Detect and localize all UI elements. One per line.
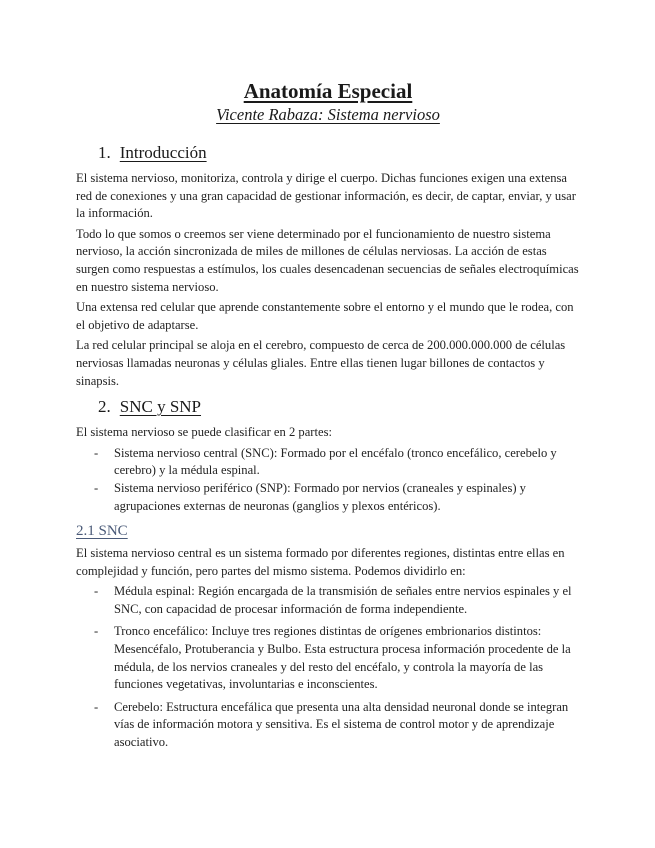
section-number: 1. xyxy=(98,143,111,162)
paragraph: La red celular principal se aloja en el cerebro, compuesto de cerca de 200.000.000.000 de células nerviosas llamadas neuronas y células gliales. Entre ellas tienen lugar billones de contactos y sinapsis. xyxy=(76,338,566,388)
section-number: 2. xyxy=(98,397,111,417)
document-page xyxy=(76,78,580,757)
document-title: Anatomía Especial xyxy=(243,79,413,103)
subsection-heading-snc: 2.1 SNC xyxy=(76,523,128,540)
bullet-list xyxy=(76,445,580,515)
list-item: - Sistema nervioso central (SNC): Formado por el encéfalo (tronco encefálico, cerebelo y cerebro) y la médula espinal. xyxy=(76,445,580,480)
section-heading-intro xyxy=(98,142,580,164)
paragraph: Una extensa red celular que aprende constantemente sobre el entorno y el mundo que le rodea, con el objetivo de adaptarse. xyxy=(76,300,574,332)
list-item: - Tronco encefálico: Incluye tres regiones distintas de orígenes embrionarios distintos: Mesencéfalo, Protuberancia y Bulbo. Esta estructura procesa información procedente de la médula, de los nervios craneales y del resto del encéfalo, y controla la mayoría de las funciones vegetativas, involuntarias e inconscientes. xyxy=(76,623,580,693)
list-item: - Cerebelo: Estructura encefálica que presenta una alta densidad neuronal donde se integran vías de información motora y sensitiva. Es el sistema de control motor y de aprendizaje asociativo. xyxy=(76,699,580,752)
list-item: - Sistema nervioso periférico (SNP): Formado por nervios (craneales y espinales) y agrupaciones externas de neuronas (ganglios y plexos entéricos). xyxy=(76,480,580,515)
section-title: SNC y SNP xyxy=(119,397,202,417)
paragraph: El sistema nervioso, monitoriza, controla y dirige el cuerpo. Dichas funciones exigen una extensa red de conexiones y una gran capacidad de gestionar información, es decir, de captar, enviar, y usar la información. xyxy=(76,171,576,221)
bullet-list xyxy=(76,583,580,751)
document-subtitle: Vicente Rabaza: Sistema nervioso xyxy=(216,105,440,124)
paragraph: El sistema nervioso central es un sistema formado por diferentes regiones, distintas entre ellas en complejidad y función, pero partes del mismo sistema. Podemos dividirlo en: xyxy=(76,546,565,578)
list-item: - Médula espinal: Región encargada de la transmisión de señales entre nervios espinales y el SNC, con capacidad de procesar información de forma independiente. xyxy=(76,583,580,618)
paragraph: El sistema nervioso se puede clasificar en 2 partes: xyxy=(76,425,332,440)
paragraph: Todo lo que somos o creemos ser viene determinado por el funcionamiento de nuestro sistema nervioso, la acción sincronizada de miles de millones de células nerviosas. La acción de estas surgen como respuestas a estímulos, los cuales desencadenan secuencias de señales electroquímicas en nuestro sistema nervioso. xyxy=(76,226,579,294)
section-heading-snc-snp xyxy=(98,396,580,418)
section-title: Introducción xyxy=(119,143,207,162)
